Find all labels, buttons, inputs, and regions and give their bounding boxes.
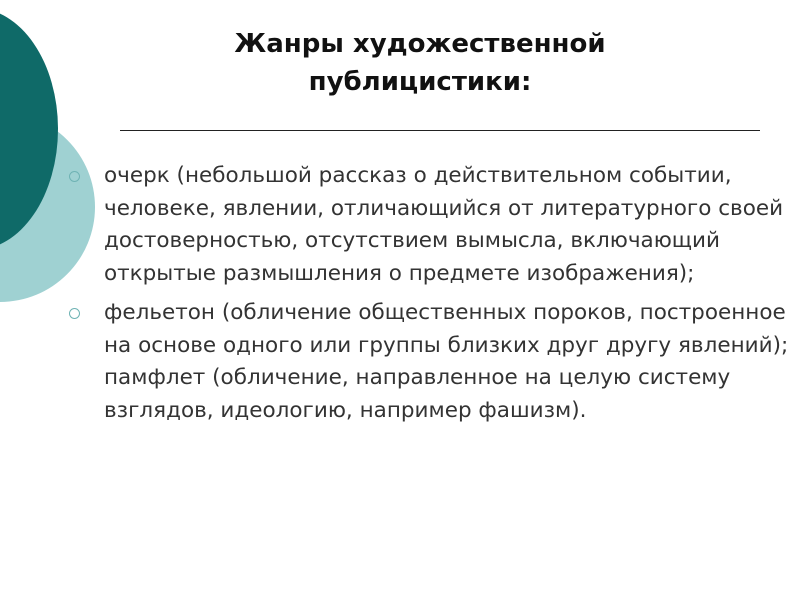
bullet-item-ocherk [67,160,797,290]
bullet-text: очерк (небольшой рассказ о действительном событии, человеке, явлении, отличающийся от литературного своей достоверностью, отсутствием вымысла, включающий открытые размышления о предмете изображения); [104,163,784,286]
slide-title-line-1: Жанры художественной [234,29,606,59]
title-divider [120,130,760,131]
bullet-text: фельетон (обличение общественных пороков, построенное на основе одного или группы близких друг другу явлений); памфлет (обличение, направленное на целую систему взглядов, идеологию, например фашизм). [104,300,789,423]
hollow-circle-icon [69,171,80,182]
hollow-circle-icon [69,308,80,319]
bullet-item-feleton [67,297,797,427]
bullet-list [67,160,797,434]
slide-title [150,25,690,101]
slide-title-line-2: публицистики: [308,67,532,97]
